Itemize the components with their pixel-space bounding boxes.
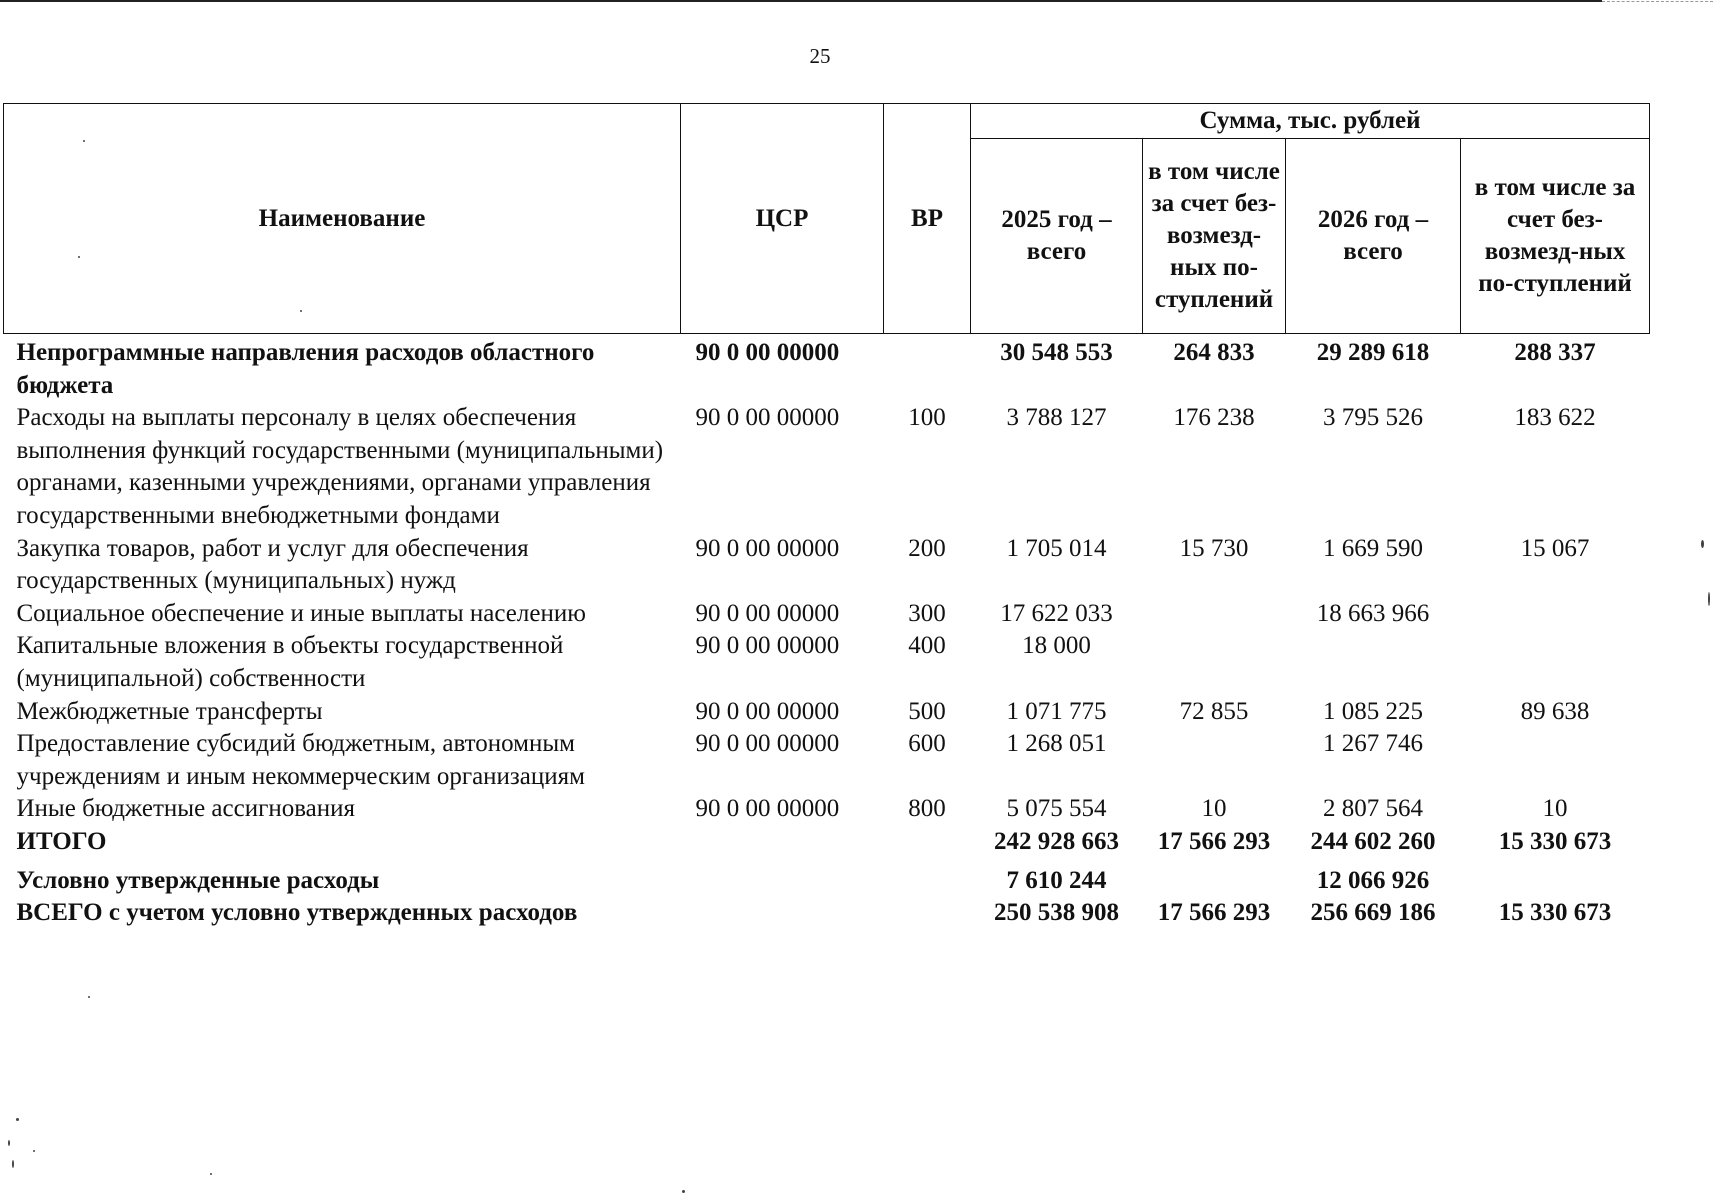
table-row-total (4, 826, 1650, 859)
scan-speck (8, 1140, 10, 1146)
row-csr: 90 0 00 00000 (695, 697, 840, 725)
row-2026-gratuitous (1461, 728, 1650, 793)
row-csr: 90 0 00 00000 (695, 632, 840, 660)
row-2025-gratuitous: 17 566 293 (1157, 899, 1271, 927)
row-2025-total: 7 610 244 (1006, 866, 1107, 894)
row-name: Межбюджетные трансферты (16, 697, 323, 725)
header-name: Наименование (4, 104, 681, 334)
row-2025-gratuitous (1143, 728, 1286, 793)
row-vr: 600 (908, 730, 946, 758)
row-2026-total: 2 807 564 (1323, 795, 1423, 823)
row-csr (681, 859, 884, 898)
header-2026-gratuitous: в том числе за счет без-возмезд-ных по-ступлений (1461, 139, 1650, 334)
row-vr (884, 859, 971, 898)
scan-speck (1708, 592, 1710, 606)
row-csr: 90 0 00 00000 (695, 404, 840, 432)
row-name: ВСЕГО с учетом условно утвержденных расходов (16, 899, 578, 927)
row-2026-total: 3 795 526 (1323, 404, 1423, 432)
row-csr: 90 0 00 00000 (695, 339, 840, 366)
scan-speck (88, 996, 90, 998)
table-row-conditional (4, 859, 1650, 898)
header-2025-total: 2025 год – всего (971, 139, 1143, 334)
row-csr: 90 0 00 00000 (695, 730, 840, 758)
row-2025-gratuitous: 10 (1201, 795, 1227, 823)
row-csr: 90 0 00 00000 (695, 795, 840, 823)
header-2026-total: 2026 год – всего (1286, 139, 1461, 334)
row-vr (884, 334, 971, 403)
row-vr: 500 (908, 697, 946, 725)
table-row-grand-total (4, 897, 1650, 930)
row-2025-total: 3 788 127 (1006, 404, 1107, 432)
row-2026-gratuitous: 10 (1542, 795, 1568, 823)
row-2025-total: 1 268 051 (1006, 730, 1107, 758)
row-2025-gratuitous (1143, 859, 1286, 898)
row-2026-gratuitous: 15 330 673 (1498, 899, 1612, 927)
scan-speck (33, 1150, 35, 1152)
row-2025-gratuitous: 176 238 (1173, 404, 1255, 432)
row-2025-gratuitous: 17 566 293 (1157, 827, 1271, 855)
row-2026-total: 1 267 746 (1323, 730, 1423, 758)
scan-speck (210, 1173, 212, 1175)
row-2025-total: 1 705 014 (1006, 534, 1107, 562)
header-csr: ЦСР (681, 104, 884, 334)
row-name: Социальное обеспечение и иные выплаты населению (16, 599, 586, 627)
row-csr: 90 0 00 00000 (695, 599, 840, 627)
scan-speck (78, 256, 80, 258)
header-sum-group: Сумма, тыс. рублей (971, 104, 1650, 139)
table-row (4, 402, 1650, 532)
row-2026-gratuitous: 15 330 673 (1498, 827, 1612, 855)
table-row (4, 334, 1650, 403)
top-border-dashes (1602, 1, 1713, 2)
row-name: Условно утвержденные расходы (16, 866, 380, 894)
table-row (4, 598, 1650, 631)
row-2025-total: 242 928 663 (994, 827, 1119, 855)
scan-speck (12, 1160, 14, 1168)
row-2025-total: 5 075 554 (1006, 795, 1107, 823)
row-vr: 400 (908, 632, 946, 660)
row-csr (681, 826, 884, 859)
row-vr (884, 897, 971, 930)
row-2026-total: 29 289 618 (1316, 339, 1430, 366)
scan-speck (83, 140, 85, 142)
table-row (4, 533, 1650, 598)
row-2025-total: 250 538 908 (994, 899, 1119, 927)
row-name: Непрограммные направления расходов областного бюджета (16, 339, 595, 399)
row-2026-gratuitous: 15 067 (1520, 534, 1590, 562)
row-2025-gratuitous (1143, 630, 1286, 695)
row-2025-total: 17 622 033 (1000, 599, 1113, 627)
table-row (4, 728, 1650, 793)
row-2025-gratuitous: 72 855 (1179, 697, 1249, 725)
row-2026-total (1286, 630, 1461, 695)
row-name: Предоставление субсидий бюджетным, автономным учреждениям и иным некоммерческим организациям (16, 730, 585, 790)
table-row (4, 793, 1650, 826)
row-2025-gratuitous: 264 833 (1173, 339, 1255, 366)
row-2025-total: 30 548 553 (1000, 339, 1113, 366)
row-vr: 800 (908, 795, 946, 823)
row-2026-total: 18 663 966 (1316, 599, 1430, 627)
table-body (4, 334, 1650, 930)
row-2025-gratuitous (1143, 598, 1286, 631)
row-2026-gratuitous (1461, 630, 1650, 695)
row-2026-total: 1 085 225 (1323, 697, 1423, 725)
row-name: Капитальные вложения в объекты государственной (муниципальной) собственности (16, 632, 564, 692)
row-2025-total: 1 071 775 (1006, 697, 1107, 725)
row-2025-gratuitous: 15 730 (1179, 534, 1249, 562)
row-2026-gratuitous (1461, 598, 1650, 631)
row-csr: 90 0 00 00000 (695, 534, 840, 562)
table-row (4, 630, 1650, 695)
row-name: Закупка товаров, работ и услуг для обеспечения государственных (муниципальных) нужд (16, 534, 529, 595)
table-row (4, 696, 1650, 729)
row-2026-total: 1 669 590 (1323, 534, 1423, 562)
row-2026-gratuitous: 288 337 (1514, 339, 1596, 366)
row-name: Расходы на выплаты персоналу в целях обеспечения выполнения функций государственными (муниципальными) органами, казенными учреждениями, органами управления государственными внебюджетными фондами (16, 404, 664, 529)
row-2026-gratuitous: 183 622 (1514, 404, 1596, 432)
row-vr: 200 (908, 534, 946, 562)
scan-speck (1701, 540, 1704, 548)
row-2026-total: 256 669 186 (1310, 899, 1436, 927)
scan-speck (682, 1190, 685, 1193)
row-csr (681, 897, 884, 930)
row-name: Иные бюджетные ассигнования (16, 795, 356, 823)
scan-speck (16, 1118, 19, 1121)
top-border-line (0, 0, 1602, 2)
row-2026-gratuitous (1461, 859, 1650, 898)
row-vr: 100 (908, 404, 946, 432)
budget-table (3, 103, 1650, 930)
row-vr (884, 826, 971, 859)
scan-speck (300, 310, 302, 312)
row-2026-total: 244 602 260 (1310, 827, 1436, 855)
row-name: ИТОГО (16, 827, 107, 855)
row-2025-total: 18 000 (1022, 632, 1091, 660)
row-2026-total: 12 066 926 (1316, 866, 1430, 894)
page-number: 25 (809, 44, 831, 68)
row-vr: 300 (908, 599, 946, 627)
header-2025-gratuitous: в том числе за счет без-возмезд-ных по-ступлений (1143, 139, 1286, 334)
row-2026-gratuitous: 89 638 (1520, 697, 1590, 725)
header-vr: ВР (884, 104, 971, 334)
table-header (4, 104, 1650, 334)
